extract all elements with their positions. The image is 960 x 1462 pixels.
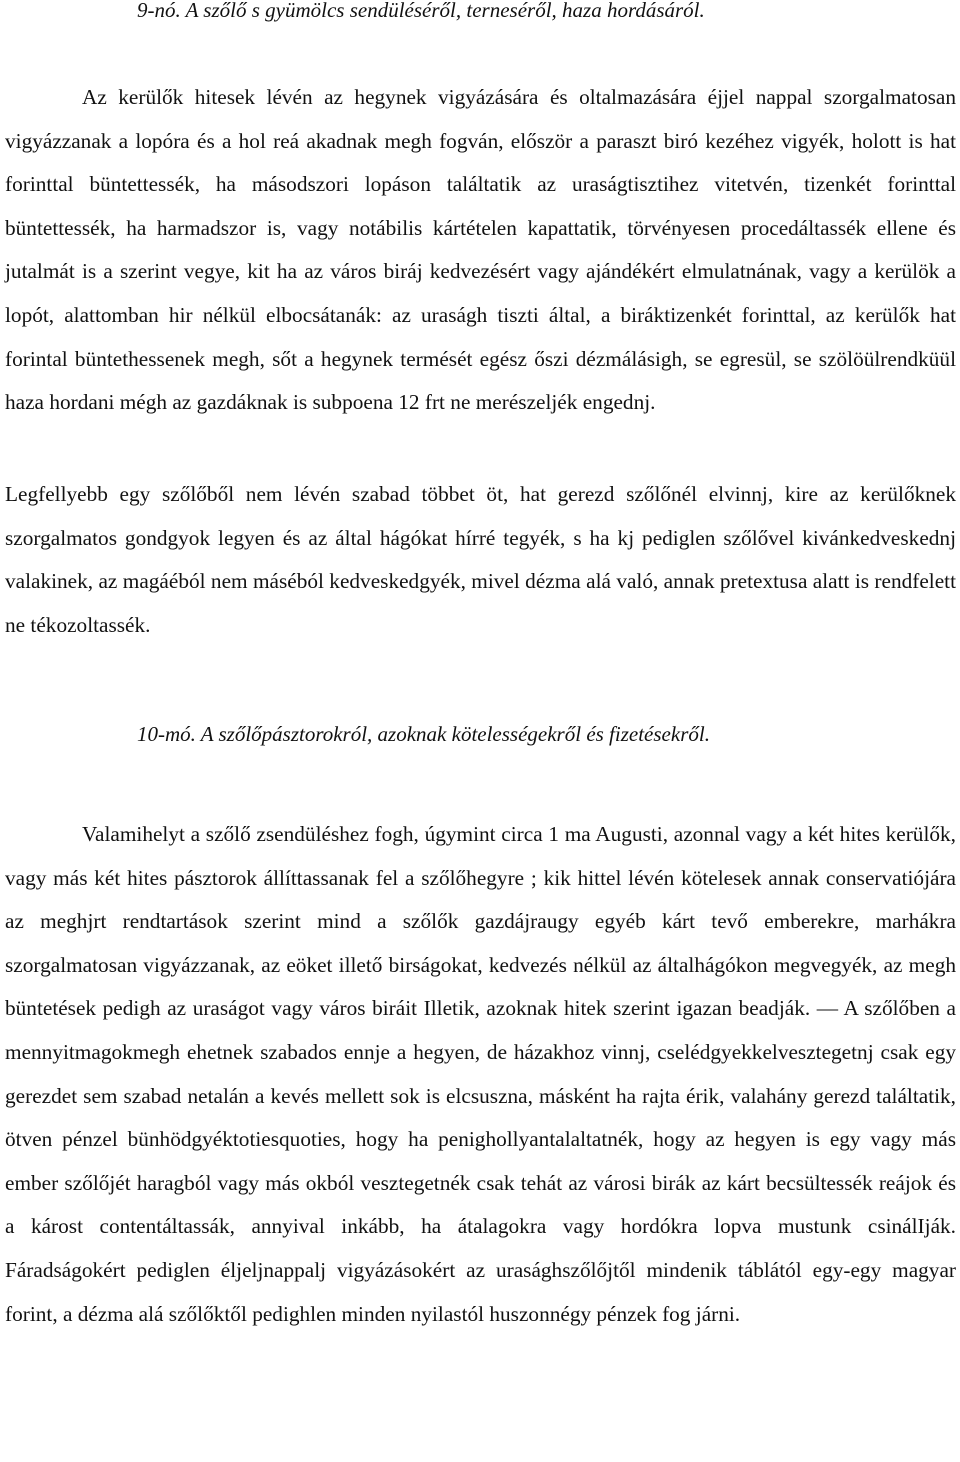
section-9-paragraph-1: Az kerülők hitesek lévén az hegynek vigyázására és oltalmazására éjjel nappal szorgalmatosan vigyázzanak a lopóra és a hol reá akadnak megh fogván, először a paraszt biró kezéhez vigyék, holott is hat forinttal büntettessék, ha másodszori lopáson találtatik az uraságtisztihez vitetvén, tizenkét forinttal büntettessék, ha harmadszor is, vagy notábilis kártételen kapattatik, törvényesen procedáltassék ellene és jutalmát is a szerint vegye, kit ha az város biráj kedvezésért vagy ajándékért elmulatnának, vagy a kerülök a lopót, alattomban hir nélkül elbocsátanák: az uraságh tiszti által, a biráktizenkét forinttal, az kerülők hat forintal büntethessenek megh, sőt a hegynek termését egész őszi dézmálásigh, se egresül, se szölöülrendküül haza hordani mégh az gazdáknak is subpoena 12 frt ne merészeljék engednj. [5,85,956,415]
section-10-heading: 10-mó. A szőlőpásztorokról, azoknak kötelességekről és fizetésekről. [137,722,710,746]
section-9-paragraph-2: Legfellyebb egy szőlőből nem lévén szabad többet öt, hat gerezd szőlőnél elvinnj, kire az kerülőknek szorgalmatos gondgyok legyen és az által hágókat hírré tegyék, s ha kj pediglen szőlővel kivánkedveskednj valakinek, az magáéból nem máséból kedveskedgyék, mivel dézma alá való, annak pretextusa alatt is rendfelett ne tékozoltassék. [5,482,956,637]
section-10-paragraph-1: Valamihelyt a szőlő zsendüléshez fogh, úgymint circa 1 ma Augusti, azonnal vagy a két hites kerülők, vagy más két hites pásztorok állíttassanak fel a szőlőhegyre ; kik hittel lévén kötelesek annak conservatiójára az meghjrt rendtartások szerint mind a szőlők gazdájraugy egyéb kárt tevő emberekre, marhákra szorgalmatosan vigyázzanak, az eöket illető birságokat, kedvezés nélkül az általhágókon megvegyék, az megh büntetések pedigh az uraságot vagy város biráit Illetik, azoknak hitek szerint igazan beadják. — A szőlőben a mennyitmagokmegh ehetnek szabados ennje a hegyen, de házakhoz vinnj, cselédgyekkelvesztegetnj csak egy gerezdet sem szabad netalán a kevés mellett sok is elcsuszna, másként ha rajta érik, valahány gerezd találtatik, ötven pénzel bünhödgyéktotiesquoties, hogy ha penighollyantalaltatnék, hogy az hegyen is egy vagy más ember szőlőjét haragból vagy más okból vesztegetnék csak tehát az városi birák az kárt becsültessék reájok és a károst contentáltassák, annyival inkább, ha átalagokra vagy hordókra lopva mustunk csinálIják. Fáradságokért pediglen éljeljnappalj vigyázásokért az urasághszőlőjtől mindenik táblától egy-egy magyar forint, a dézma alá szőlőktől pedighlen minden nyilastól huszonnégy pénzek fog járni. [5,822,956,1326]
section-9-heading: 9-nó. A szőlő s gyümölcs sendüléséről, terneséről, haza hordásáról. [137,0,705,22]
